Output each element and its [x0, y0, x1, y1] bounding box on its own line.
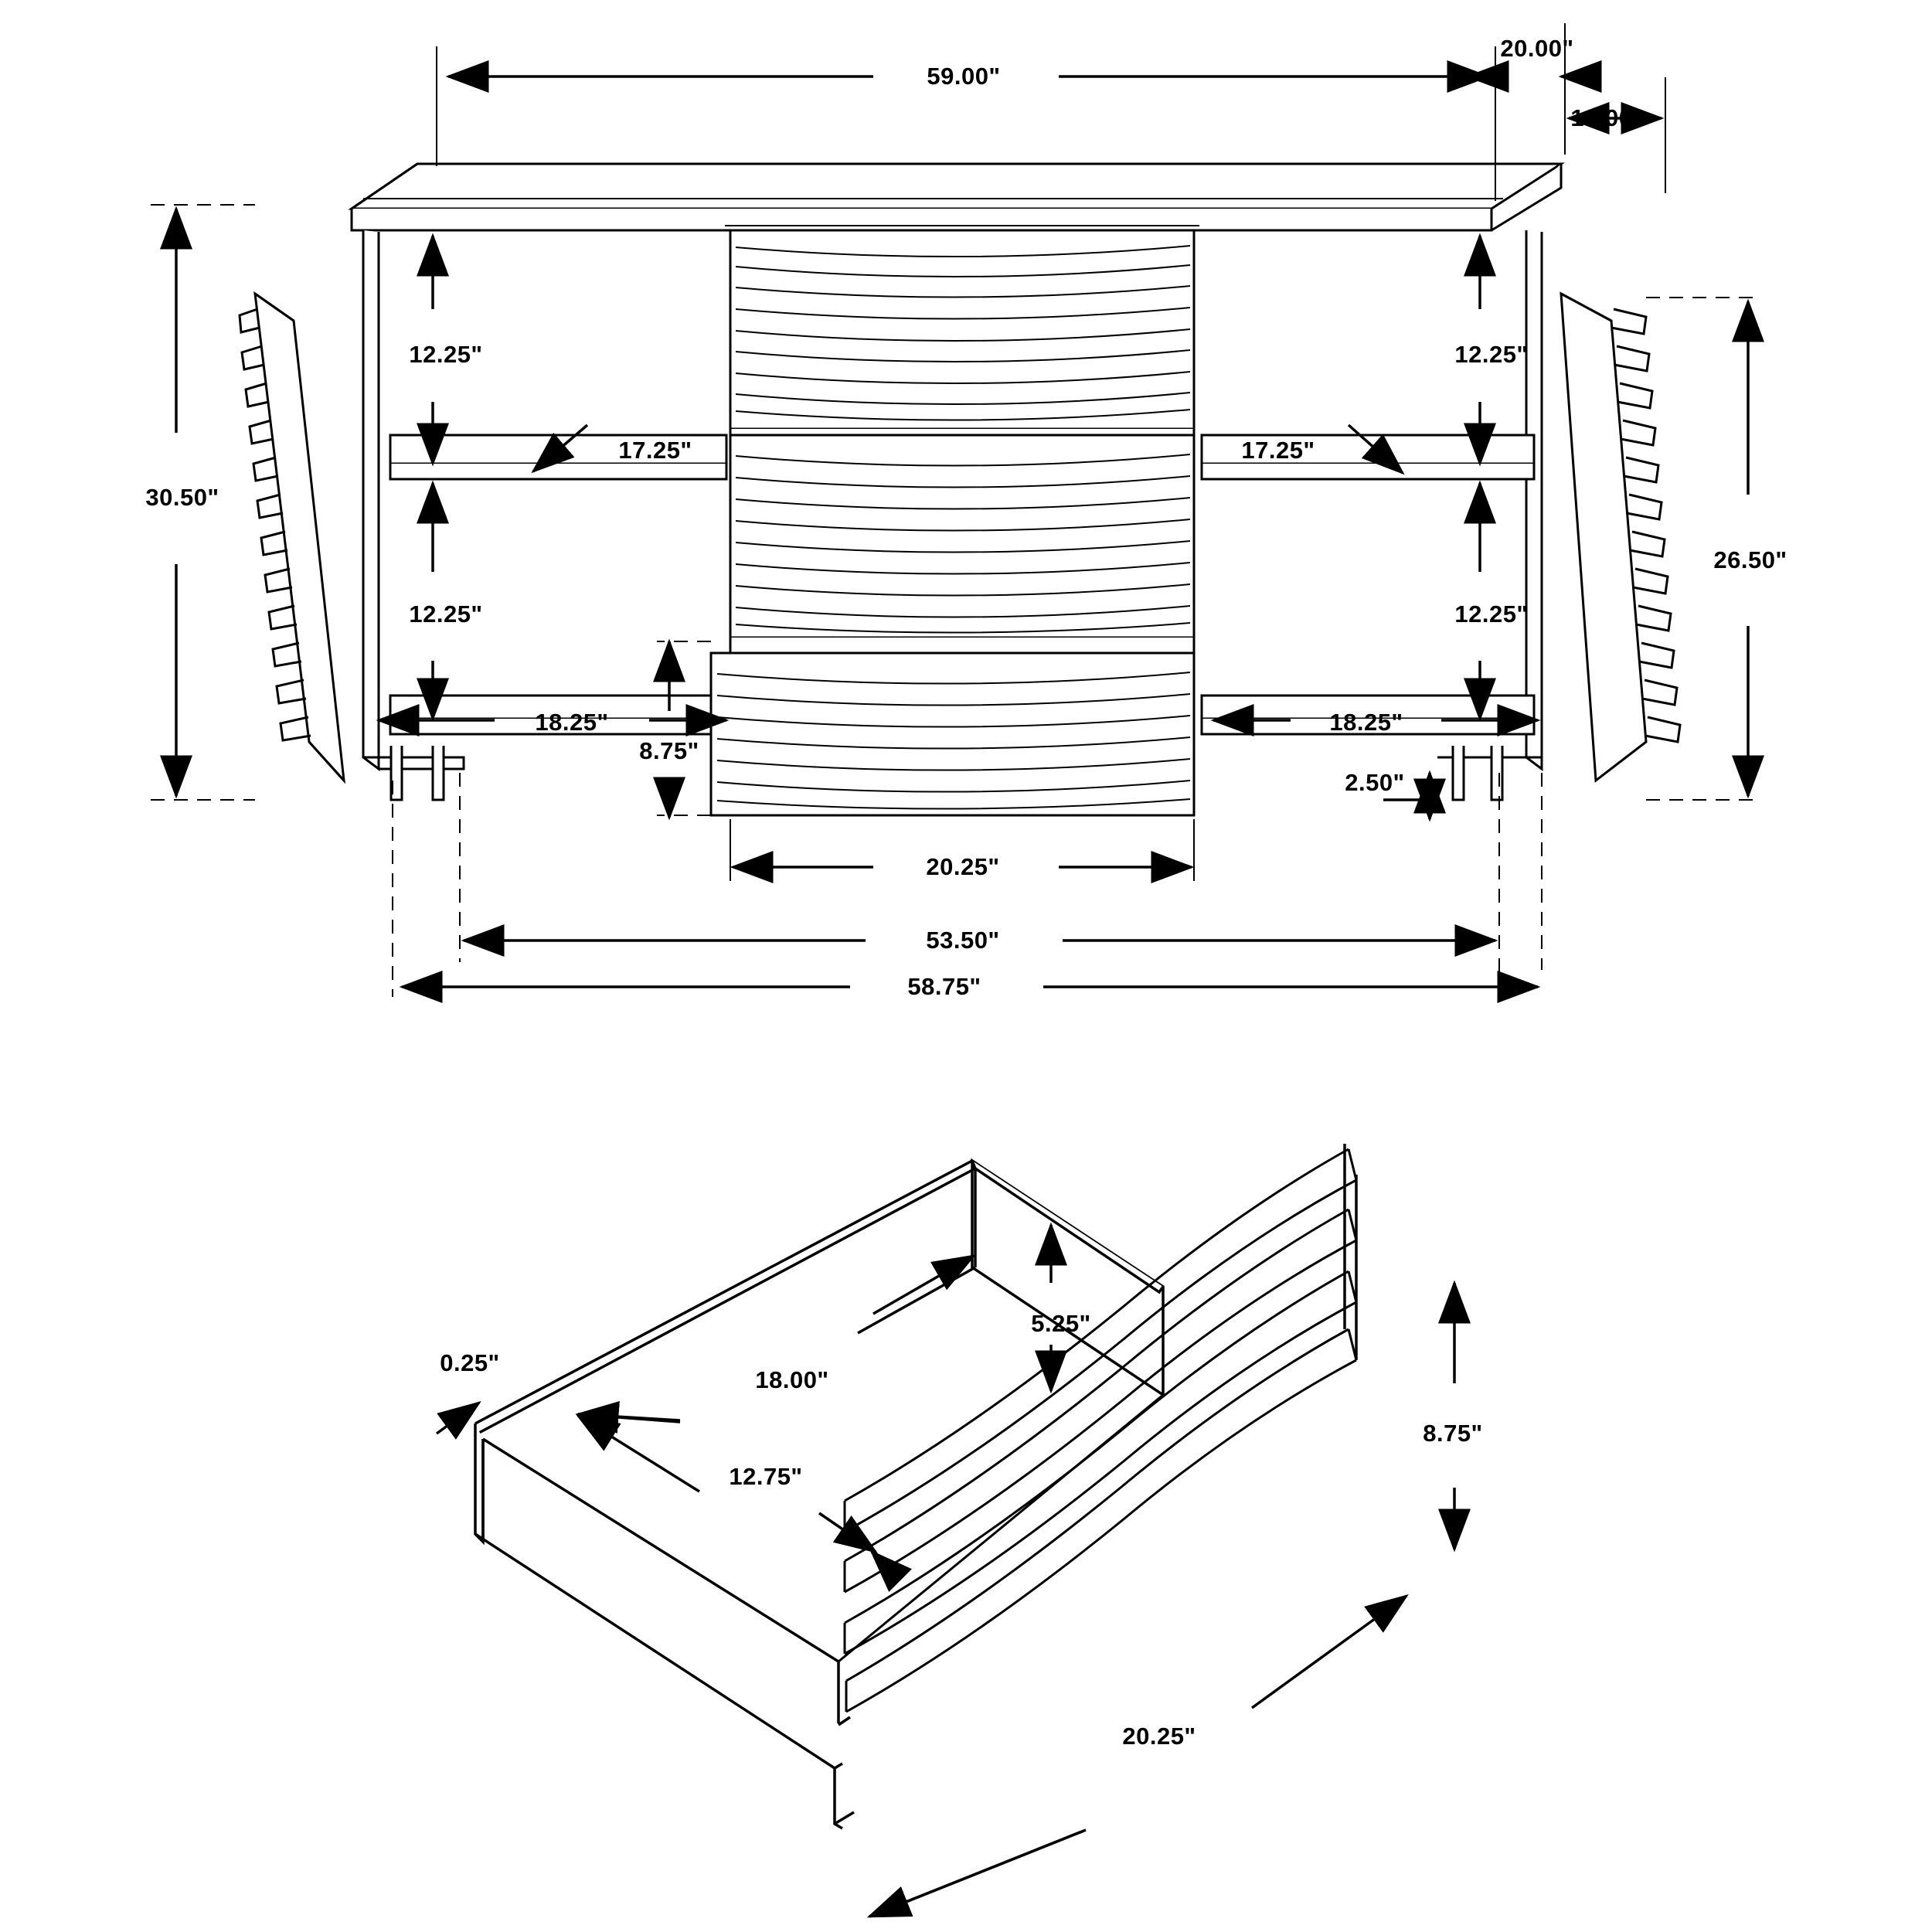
dim-label-overall-height: 30.50"	[145, 484, 219, 511]
dim-label-drawer-front-width: 20.25"	[926, 853, 1000, 880]
dim-label-drawer-interior-width: 12.75"	[729, 1463, 803, 1490]
dim-label-side-depth-top: 20.00"	[1500, 35, 1574, 62]
drawer-dimension-arrows	[437, 1225, 1454, 1917]
dim-label-drawer-overall-width: 20.25"	[1122, 1723, 1196, 1750]
dim-label-drawer-front-height: 8.75"	[639, 737, 699, 764]
dim-label-right-upper-opening-height: 12.25"	[1454, 341, 1529, 368]
dim-label-left-upper-opening-height: 12.25"	[409, 341, 483, 368]
dim-label-side-depth-inner: 19.00"	[1570, 104, 1645, 131]
dim-label-drawer-interior-length: 18.00"	[755, 1366, 829, 1393]
dim-label-left-lower-opening-height: 12.25"	[409, 600, 483, 628]
dim-label-overall-width: 59.00"	[927, 63, 1001, 90]
dim-label-cabinet-body-width: 53.50"	[926, 927, 1000, 954]
dim-label-drawer-interior-height: 5.25"	[1031, 1310, 1091, 1337]
dim-label-drawer-overall-height: 8.75"	[1423, 1420, 1483, 1447]
dim-label-right-lower-opening-height: 12.25"	[1454, 600, 1529, 628]
dim-label-right-shelf-depth: 17.25"	[1241, 437, 1315, 464]
cabinet-front-geometry	[240, 164, 1680, 815]
drawer-box-geometry	[475, 1144, 1356, 1828]
dim-label-drawer-side-thickness: 0.25"	[440, 1349, 500, 1376]
dim-label-cabinet-body-height: 26.50"	[1713, 546, 1787, 573]
dim-label-toe-kick-height: 2.50"	[1345, 769, 1405, 796]
dim-label-right-opening-width: 18.25"	[1329, 709, 1403, 736]
dim-label-base-width: 58.75"	[907, 973, 981, 1000]
dim-label-left-shelf-depth: 17.25"	[618, 437, 692, 464]
dim-label-left-opening-width: 18.25"	[535, 709, 609, 736]
